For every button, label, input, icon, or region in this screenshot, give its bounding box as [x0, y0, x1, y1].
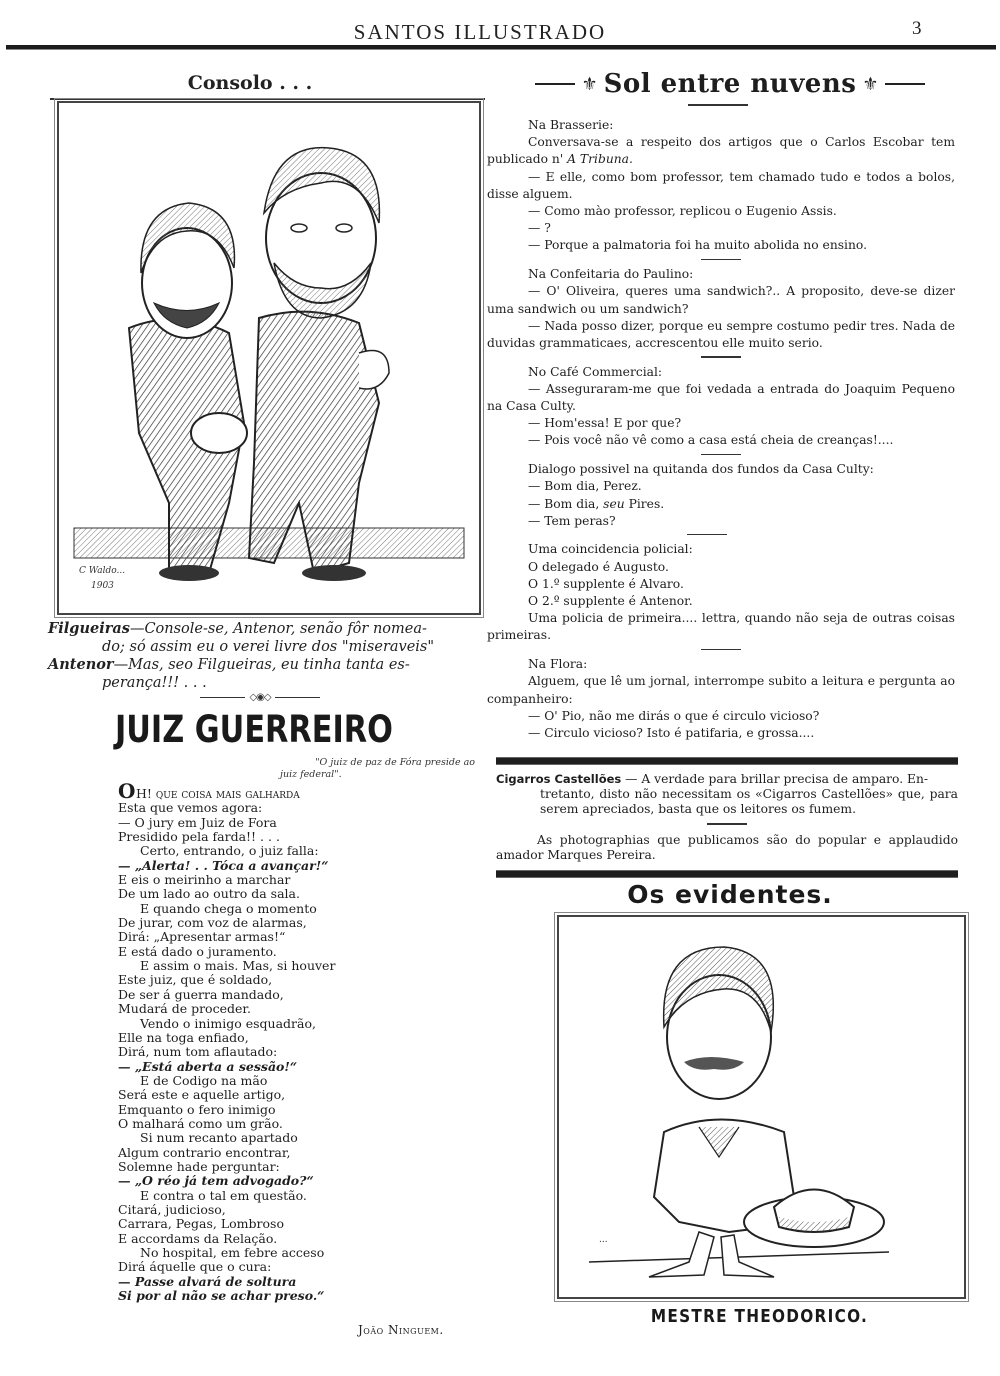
section-separator [707, 823, 747, 825]
speaker-antenor: Antenor [48, 656, 114, 673]
svg-text:C Waldo...: C Waldo... [79, 566, 126, 576]
poem-line: Si por al não se achar preso.“ [118, 1288, 325, 1304]
poem-line: Emquanto o fero inimigo [118, 1101, 276, 1117]
page-number: 3 [912, 18, 922, 39]
caricature-two-men-icon [59, 103, 479, 613]
svg-text:...: ... [599, 1235, 608, 1245]
consolo-illustration [57, 101, 481, 615]
poem-line: E está dado o juramento. [118, 943, 277, 959]
poem-line: No hospital, em febre acceso [140, 1245, 325, 1260]
caption-line-filgueiras: Filgueiras—Console-se, Antenor, senão fôr nomea- do; só assim eu o verei livre dos "miseraveis" [48, 620, 435, 655]
poem-line: De jurar, com voz de alarmas, [118, 915, 307, 931]
poem-line: E eis o meirinho a marchar [118, 872, 291, 888]
poem-line: Si num recanto apartado [140, 1130, 298, 1146]
poem-line: Citará, judicioso, [118, 1201, 226, 1217]
section-dialogo: Dialogo possivel na quitanda dos fundos da Casa Culty: — Bom dia, Perez. — Bom dia, seu Pires. — Tem peras? [528, 462, 874, 528]
section-separator [687, 534, 727, 536]
poem-line: E assim o mais. Mas, si houver [140, 958, 336, 974]
poem-line: Esta que vemos agora: [118, 800, 263, 816]
poem-line: Carrara, Pegas, Lombroso [118, 1216, 284, 1232]
sol-entre-nuvens-heading [500, 64, 960, 104]
poem-line: E accordams da Relação. [118, 1230, 278, 1246]
poem-line: E quando chega o momento [140, 900, 317, 916]
speaker-filgueiras: Filgueiras [48, 620, 130, 637]
diamond-ornament-icon: ◇◉◇ [249, 691, 271, 703]
advert-brand: Cigarros Castellões [496, 772, 622, 786]
poem-line: Mudará de proceder. [118, 1001, 251, 1017]
epigraph: "O juiz de paz de Fóra preside ao juiz federal". [280, 757, 475, 780]
poem-line: Solemne hade perguntar: [118, 1158, 280, 1174]
thick-rule [496, 870, 958, 878]
poem [118, 779, 448, 1304]
svg-text:1903: 1903 [91, 581, 114, 591]
section-brasserie: Na Brasserie: Conversava-se a respeito dos artigos que o Carlos Escobar tem publicado n' A Tribuna. — E elle, como bom professor, tem chamado tudo e todos a bolos, disse alguem. — Como mào professor, replicou o Eugenio Assis. — ? — Porque a palmatoria foi ha muito abolida no ensino. [487, 118, 955, 253]
poem-line: — „Alerta! . . Tóca a avançar!“ [118, 857, 329, 873]
poem-line: — „Está aberta a sessão!“ [118, 1058, 298, 1074]
poem-line: Presidido pela farda!! . . . [118, 829, 280, 845]
masthead-title: SANTOS ILLUSTRADO [353, 20, 607, 44]
cigarros-advert: Cigarros Castellões — A verdade para brillar precisa de amparo. En- tretanto, disto não necessitam os «Cigarros Castellões» que, para serem apreciados, basta que os leitores os fumem. As photographias que publicamos são do popular e applaudido amador Marques Pereira. [496, 772, 958, 862]
photographs-note: As photographias que publicamos são do popular e applaudido amador Marques Pereira. [496, 832, 958, 862]
section-coincidencia: Uma coincidencia policial: O delegado é Augusto. O 1.º supplente é Alvaro. O 2.º supplente é Antenor. Uma policia de primeira.... lettra, quando não seja de outras coisas primeiras. [487, 542, 955, 643]
poem-line: Será este e aquelle artigo, [118, 1087, 286, 1103]
ornament-divider [200, 690, 320, 704]
consolo-caption [48, 620, 488, 692]
poem-line: O malhará como um grão. [118, 1115, 283, 1131]
poem-line: E de Codigo na mão [140, 1072, 268, 1088]
fleur-ornament-icon: ⚜ [862, 73, 879, 95]
poem-line: Este juiz, que é soldado, [118, 972, 273, 988]
poem-line: Vendo o inimigo esquadrão, [140, 1015, 316, 1031]
section-separator [701, 454, 741, 456]
dropcap: O [118, 779, 136, 803]
poem-line: Elle na toga enfiado, [118, 1029, 249, 1045]
section-separator [701, 259, 741, 261]
poem-line: — „O réo já tem advogado?“ [118, 1173, 314, 1189]
poem-line: — Passe alvará de soltura [118, 1273, 297, 1289]
poem-line: Dirá áquelle que o cura: [118, 1259, 272, 1275]
poem-line: OH! que coisa mais galharda [118, 779, 300, 803]
section-cafe-commercial: No Café Commercial: — Asseguraram-me que foi vedada a entrada do Joaquim Pequeno na Casa Culty. — Hom'essa! E por que? — Pois você não vê como a casa está cheia de creanças!.... [487, 364, 955, 448]
masthead-rule [6, 45, 996, 50]
section-confeitaria: Na Confeitaria do Paulino: — O' Oliveira, queres uma sandwich?.. A proposito, deve-se dizer uma sandwich ou um sandwich? — Nada posso dizer, porque eu sempre costumo pedir tres. Nada de duvidas grammaticaes, accrescentou elle muito serio. [487, 267, 955, 350]
section-separator [701, 356, 741, 358]
sol-entre-nuvens-body [487, 117, 955, 742]
sol-entre-nuvens-title: Sol entre nuvens [603, 69, 857, 99]
section-separator [701, 649, 741, 651]
thick-rule [496, 757, 958, 765]
os-evidentes-title: Os evidentes. [627, 880, 833, 909]
evidentes-illustration [557, 915, 966, 1299]
poem-line: Dirá: „Apresentar armas!“ [118, 929, 286, 945]
poem-line: De um lado ao outro da sala. [118, 886, 300, 902]
poem-line: Algum contrario encontrar, [118, 1144, 291, 1160]
consolo-title: Consolo . . . [187, 72, 313, 94]
section-flora: Na Flora: Alguem, que lê um jornal, interrompe subito a leitura e pergunta ao companheiro: — O' Pio, não me dirás o que é circulo vicioso? — Circulo vicioso? Isto é patifaria, e grossa.... [487, 657, 955, 740]
poem-line: Certo, entrando, o juiz falla: [140, 843, 319, 859]
poem-line: Dirá, num tom aflautado: [118, 1044, 278, 1060]
consolo-rule [50, 98, 485, 100]
poem-line: De ser á guerra mandado, [118, 986, 284, 1002]
caption-line-antenor: Antenor—Mas, seo Filgueiras, eu tinha tanta es- perança!!! . . . [48, 656, 410, 691]
caricature-man-with-hat-icon [559, 917, 964, 1297]
title-underrule [688, 104, 748, 106]
juiz-guerreiro-title: JUIZ GUERREIRO [115, 708, 393, 751]
mestre-theodorico-caption: MESTRE THEODORICO. [650, 1306, 869, 1327]
poem-line: E contra o tal em questão. [140, 1187, 307, 1203]
poem-signature: João Ninguem. [358, 1323, 444, 1337]
poem-line: — O jury em Juiz de Fora [118, 814, 277, 830]
fleur-ornament-icon: ⚜ [581, 73, 598, 95]
